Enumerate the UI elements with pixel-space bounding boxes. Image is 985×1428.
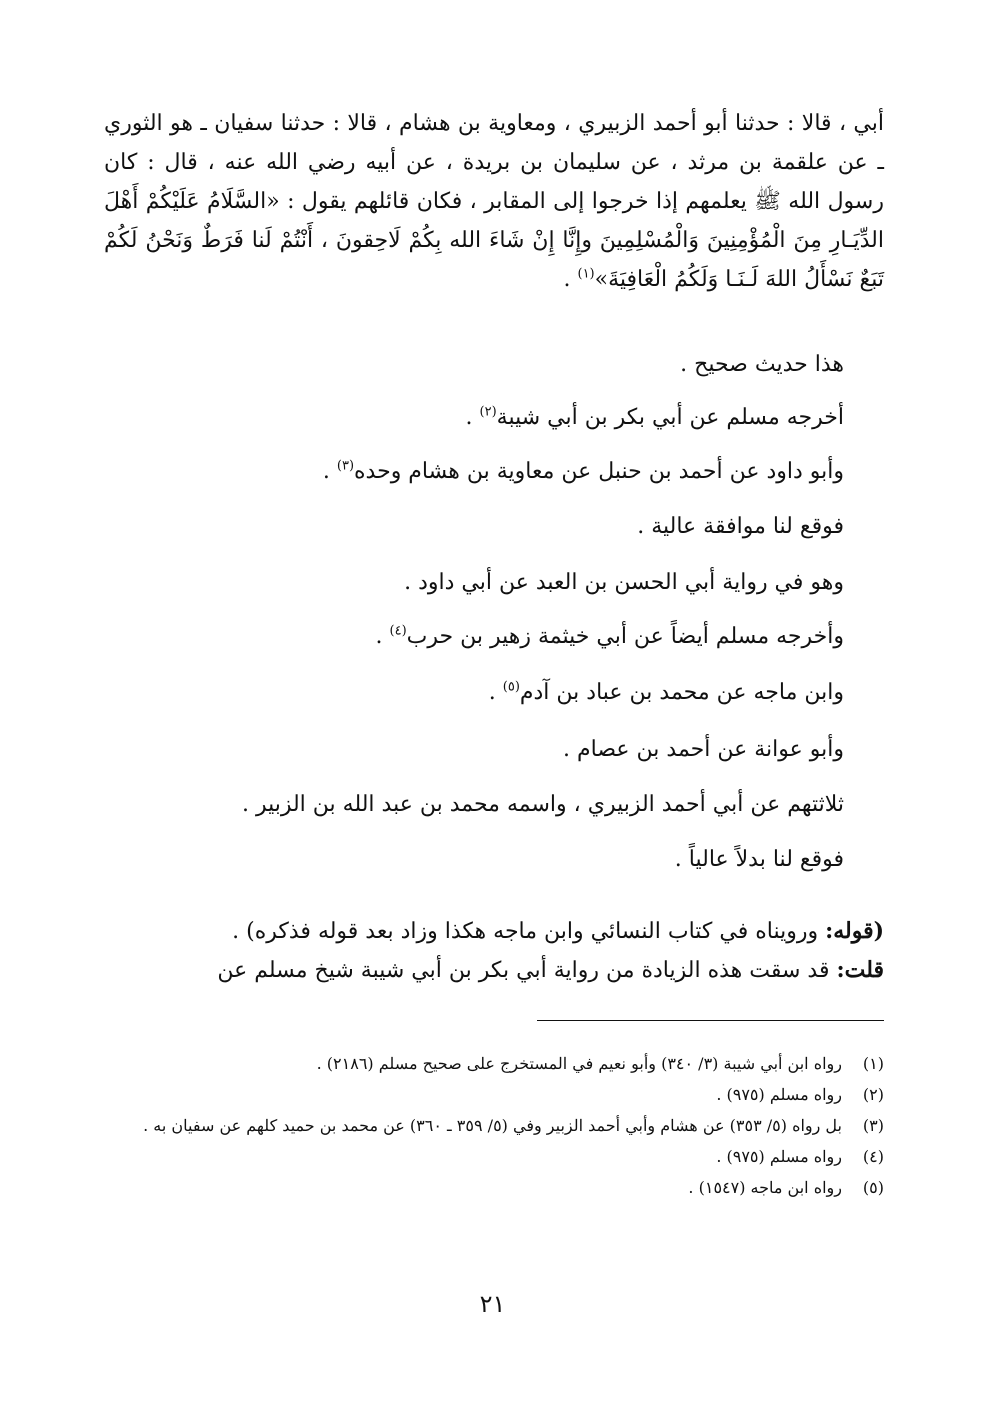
qultu-label: قلت: (836, 957, 884, 983)
footnote-text: رواه مسلم (٩٧٥) . (716, 1147, 842, 1166)
footnote-number: (٤) (862, 1147, 884, 1166)
footnote-5 (104, 1172, 884, 1203)
isnad-paragraph (104, 104, 884, 299)
commentary-paragraph (104, 912, 884, 990)
footnote-1 (104, 1048, 884, 1079)
line-end: . (322, 459, 337, 484)
line-text: فوقع لنا موافقة عالية . (637, 514, 844, 539)
line-text: وأبو داود عن أحمد بن حنبل عن معاوية بن هشام وحده (354, 459, 844, 484)
line-text: أخرجه مسلم عن أبي بكر بن أبي شيبة (496, 405, 844, 430)
footnote-4 (104, 1141, 884, 1172)
text-line (637, 514, 844, 539)
footnote-number: (٥) (862, 1178, 884, 1197)
footnote-text: رواه ابن أبي شيبة (٣/ ٣٤٠) وأبو نعيم في المستخرج على صحيح مسلم (٢١٨٦) . (316, 1054, 842, 1073)
text-line (466, 405, 844, 430)
qultu-text: قد سقت هذه الزيادة من رواية أبي بكر بن أبي شيبة شيخ مسلم عن (217, 958, 837, 983)
footnote-text: رواه ابن ماجه (١٥٤٧) . (688, 1178, 842, 1197)
footnote-number: (١) (862, 1054, 884, 1073)
footnote-ref-1: (١) (577, 266, 595, 282)
text-line (242, 792, 844, 817)
footnote-number: (٣) (862, 1116, 884, 1135)
footnote-text: بل رواه (٥/ ٣٥٣) عن هشام وأبي أحمد الزبير وفي (٥/ ٣٥٩ ـ ٣٦٠) عن محمد بن حميد كلهم عن سفيان به . (143, 1116, 842, 1135)
text-line (563, 737, 844, 762)
line-text: وأبو عوانة عن أحمد بن عصام . (563, 737, 844, 762)
footnote-number: (٢) (862, 1085, 884, 1104)
text-line (323, 459, 844, 484)
footnote-ref-4: (٤) (389, 623, 407, 639)
line-end: . (465, 405, 480, 430)
line-end: . (488, 680, 503, 705)
qawluhu-text: ورويناه في كتاب النسائي وابن ماجه هكذا وزاد بعد قوله فذكره) . (232, 919, 826, 944)
line-text: هذا حديث صحيح . (680, 352, 844, 377)
line-end: . (375, 624, 390, 649)
footnote-2 (104, 1079, 884, 1110)
text-line (489, 680, 844, 705)
text-line (404, 570, 844, 595)
line-text: وأخرجه مسلم أيضاً عن أبي خيثمة زهير بن حرب (406, 624, 844, 649)
footnote-ref-5: (٥) (502, 679, 520, 695)
text-line (376, 624, 844, 649)
line-text: وابن ماجه عن محمد بن عباد بن آدم (519, 680, 844, 705)
hadith-text: «السَّلَامُ عَلَيْكُمْ أَهْلَ الدِّيَـارِ مِنَ الْمُؤْمِنِينَ وَالْمُسْلِمِينَ وإِنَّا إِنْ شَاءَ الله بِكُمْ لَاحِقونَ ، أَنْتُمْ لَنا فَرَطٌ وَنَحْنُ لَكُمْ تَبَعٌ نَسْأَلُ اللهَ لَـنَـا وَلَكُمُ الْعَافِيَةَ» (104, 189, 884, 292)
footnote-3 (104, 1110, 884, 1141)
page-number: ٢١ (479, 1290, 506, 1318)
footnote-ref-3: (٣) (336, 458, 355, 474)
text-line (675, 847, 844, 872)
qawluhu-label: (قوله: (825, 918, 884, 944)
footnotes (104, 1048, 884, 1203)
line-text: وهو في رواية أبي الحسن بن العبد عن أبي داود . (404, 570, 844, 595)
isnad-text: أبي ، قالا : حدثنا أبو أحمد الزبيري ، ومعاوية بن هشام ، قالا : حدثنا سفيان ـ هو الثوري ـ عن علقمة بن مرثد ، عن سليمان بن بريدة ، عن أبيه رضي الله عنه ، قال : كان رسول الله ﷺ يعلمهم إذا خرجوا إلى المقابر ، فكان قائلهم يقول : (104, 111, 884, 214)
footnote-separator (537, 1020, 884, 1021)
line-text: فوقع لنا بدلاً عالياً . (674, 847, 844, 872)
text-line (680, 352, 844, 377)
hadith-end: . (563, 267, 578, 292)
line-text: ثلاثتهم عن أبي أحمد الزبيري ، واسمه محمد بن عبد الله بن الزبير . (241, 792, 844, 817)
footnote-ref-2: (٢) (479, 404, 497, 420)
footnote-text: رواه مسلم (٩٧٥) . (716, 1085, 842, 1104)
